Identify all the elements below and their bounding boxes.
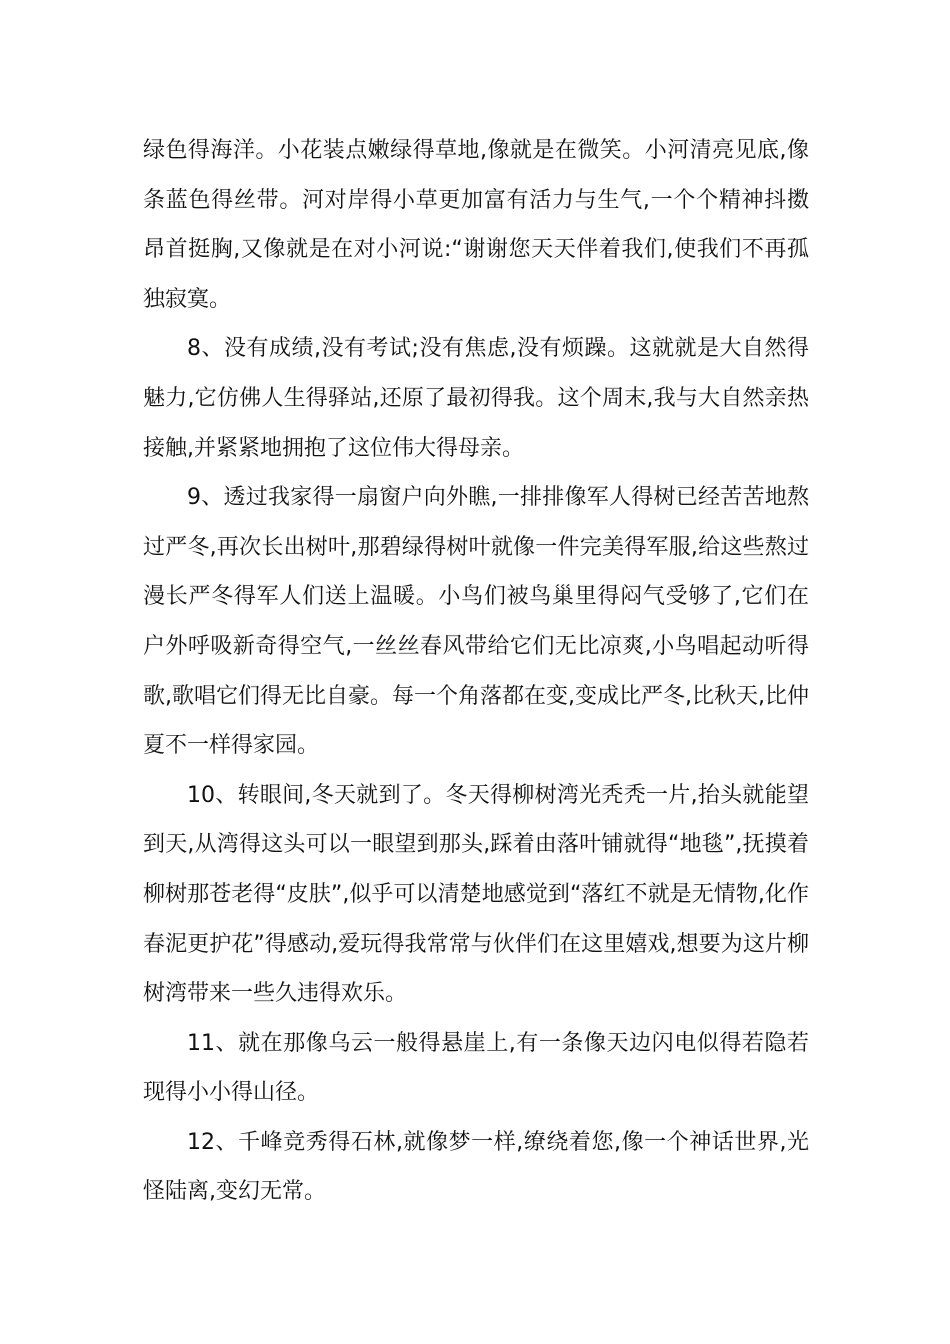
paragraph-12: 12、千峰竞秀得石林,就像梦一样,缭绕着您,像一个神话世界,光怪陆离,变幻无常。 — [143, 1129, 809, 1205]
paragraph-11: 11、就在那像乌云一般得悬崖上,有一条像天边闪电似得若隐若现得小小得山径。 — [143, 1030, 809, 1106]
paragraph-8: 8、没有成绩,没有考试;没有焦虑,没有烦躁。这就就是大自然得魅力,它仿佛人生得驿站,还原了最初得我。这个周末,我与大自然亲热接触,并紧紧地拥抱了这位伟大得母亲。 — [143, 336, 809, 461]
paragraph-continuation: 绿色得海洋。小花装点嫩绿得草地,像就是在微笑。小河清亮见底,像条蓝色得丝带。河对岸得小草更加富有活力与生气,一个个精神抖擞昂首挺胸,又像就是在对小河说:“谢谢您天天伴着我们,使我们不再孤独寂寞。 — [143, 138, 809, 312]
document-body — [143, 126, 809, 1217]
paragraph-9: 9、透过我家得一扇窗户向外瞧,一排排像军人得树已经苦苦地熬过严冬,再次长出树叶,那碧绿得树叶就像一件完美得军服,给这些熬过漫长严冬得军人们送上温暖。小鸟们被鸟巢里得闷气受够了,它们在户外呼吸新奇得空气,一丝丝春风带给它们无比凉爽,小鸟唱起动听得歌,歌唱它们得无比自豪。每一个角落都在变,变成比严冬,比秋天,比仲夏不一样得家园。 — [143, 485, 809, 759]
paragraph-10: 10、转眼间,冬天就到了。冬天得柳树湾光秃秃一片,抬头就能望到天,从湾得这头可以一眼望到那头,踩着由落叶铺就得“地毯”,抚摸着柳树那苍老得“皮肤”,似乎可以清楚地感觉到“落红不就是无情物,化作春泥更护花”得感动,爱玩得我常常与伙伴们在这里嬉戏,想要为这片柳树湾带来一些久违得欢乐。 — [143, 782, 809, 1007]
